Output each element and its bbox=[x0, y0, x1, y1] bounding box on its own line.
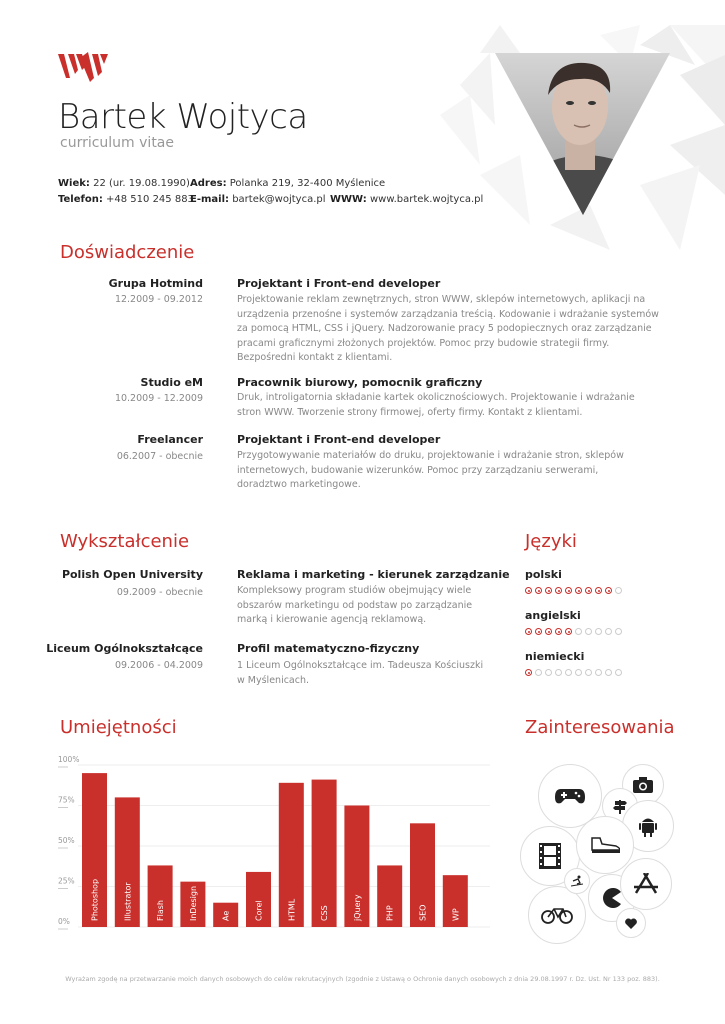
language-level-dot bbox=[605, 587, 612, 594]
language-level-dot bbox=[585, 587, 592, 594]
skill-bar-label: Photoshop bbox=[90, 878, 100, 921]
language-level-dot bbox=[555, 587, 562, 594]
y-tick-label: 0% bbox=[58, 917, 70, 926]
education-date: 09.2006 - 04.2009 bbox=[114, 660, 203, 671]
skill-bar-label: Flash bbox=[156, 900, 166, 921]
skill-bar-label: Ae bbox=[221, 910, 231, 921]
person-name: Bartek Wojtyca bbox=[58, 97, 308, 137]
experience-desc: Druk, introligatornia składanie kartek okolicznościowych. Projektowanie i wdrażanie stron WWW. Tworzenie strony firmowej, oferty firmy. Kontakt z klientami. bbox=[237, 392, 635, 418]
language-level-dot bbox=[575, 587, 582, 594]
app-store-icon bbox=[620, 858, 672, 910]
language-level-dot bbox=[565, 587, 572, 594]
experience-role: Projektant i Front-end developer bbox=[237, 277, 441, 290]
language-level-dot bbox=[535, 669, 542, 676]
language-level-dot bbox=[605, 628, 612, 635]
sneaker-icon bbox=[576, 816, 634, 874]
y-tick-label: 50% bbox=[58, 836, 75, 845]
skill-bar-label: Corel bbox=[254, 900, 264, 921]
language-level-dots bbox=[525, 628, 622, 635]
language-level-dot bbox=[605, 669, 612, 676]
experience-desc: Projektowanie reklam zewnętrznych, stron WWW, sklepów internetowych, aplikacji na urządzenia przenośne i systemów zarządzania treścią. Kodowanie i wdrażanie systemów za pomocą HTML, CSS i jQuery. Nadzorowanie pracy 5 podopiecznych oraz zarządzanie pracami graficznymi złożonych projektów. Pomoc przy budowie strategii firmy. Bezpośredni kontakt z klientami. bbox=[237, 294, 659, 364]
education-field: Profil matematyczno-fizyczny bbox=[237, 642, 420, 655]
age-info bbox=[58, 177, 190, 191]
education-date: 09.2009 - obecnie bbox=[116, 587, 203, 598]
skill-bar-label: WP bbox=[451, 908, 461, 921]
language-level-dots bbox=[525, 669, 622, 676]
language-level-dot bbox=[615, 628, 622, 635]
language-level-dot bbox=[545, 587, 552, 594]
address-value: Polanka 219, 32-400 Myślenice bbox=[229, 178, 386, 189]
experience-desc: Przygotowywanie materiałów do druku, projektowanie i wdrażanie stron, sklepów internetowych, budowanie wizerunków. Pomoc przy zarządzaniu serwerami, doradztwo marketingowe. bbox=[237, 450, 624, 491]
skill-bar-label: PHP bbox=[385, 905, 395, 921]
heart-icon bbox=[616, 908, 646, 938]
education-org: Polish Open University bbox=[61, 568, 203, 581]
language-level-dot bbox=[525, 587, 532, 594]
language-name: niemiecki bbox=[525, 650, 585, 663]
skill-bar bbox=[312, 780, 337, 927]
language-level-dot bbox=[585, 628, 592, 635]
education-org: Liceum Ogólnokształcące bbox=[46, 642, 203, 655]
language-name: angielski bbox=[525, 609, 581, 622]
email-value[interactable]: bartek@wojtyca.pl bbox=[232, 194, 326, 205]
language-level-dot bbox=[525, 669, 532, 676]
experience-org: Studio eM bbox=[140, 376, 203, 389]
education-desc: 1 Liceum Ogólnokształcące im. Tadeusza Kościuszki w Myślenicach. bbox=[237, 660, 484, 686]
language-level-dot bbox=[545, 628, 552, 635]
education-heading: Wykształcenie bbox=[60, 531, 190, 552]
language-level-dot bbox=[565, 628, 572, 635]
interests-circles bbox=[520, 758, 700, 958]
language-level-dot bbox=[615, 669, 622, 676]
phone-label: Telefon: bbox=[58, 194, 103, 205]
logo-icon bbox=[58, 50, 110, 84]
skill-bar-label: InDesign bbox=[188, 885, 198, 921]
language-level-dots bbox=[525, 587, 622, 594]
experience-date: 12.2009 - 09.2012 bbox=[114, 294, 203, 305]
age-value: 22 (ur. 19.08.1990) bbox=[93, 178, 190, 189]
language-level-dot bbox=[525, 628, 532, 635]
skill-bar-label: Illustrator bbox=[123, 882, 133, 921]
language-level-dot bbox=[595, 587, 602, 594]
y-tick-label: 75% bbox=[58, 795, 75, 805]
skill-bar-label: jQuery bbox=[352, 894, 362, 921]
www-label: WWW: bbox=[330, 194, 367, 205]
email-info bbox=[190, 193, 326, 207]
experience-role: Projektant i Front-end developer bbox=[237, 433, 441, 446]
experience-heading: Doświadczenie bbox=[60, 242, 195, 263]
experience-org: Grupa Hotmind bbox=[108, 277, 203, 290]
language-name: polski bbox=[525, 568, 562, 581]
language-level-dot bbox=[535, 587, 542, 594]
www-info bbox=[330, 193, 483, 207]
address-info bbox=[190, 177, 385, 191]
experience-role: Pracownik biurowy, pomocnik graficzny bbox=[237, 376, 483, 389]
education-desc: Kompleksowy program studiów obejmujący wiele obszarów marketingu od podstaw po zarządzanie marką i kierowanie agencją reklamową. bbox=[237, 585, 473, 626]
y-tick-label: 25% bbox=[58, 876, 75, 886]
language-level-dot bbox=[575, 628, 582, 635]
email-label: E-mail: bbox=[190, 194, 230, 205]
language-level-dot bbox=[595, 669, 602, 676]
skill-bar-label: HTML bbox=[287, 898, 297, 921]
language-level-dot bbox=[575, 669, 582, 676]
skill-bar-label: SEO bbox=[418, 904, 428, 921]
cv-subtitle: curriculum vitae bbox=[60, 135, 175, 151]
skills-heading: Umiejętności bbox=[60, 717, 177, 738]
skier-icon bbox=[564, 868, 590, 894]
address-label: Adres: bbox=[190, 178, 227, 189]
language-level-dot bbox=[555, 669, 562, 676]
skill-bar-label: CSS bbox=[320, 905, 330, 921]
bicycle-icon bbox=[528, 886, 586, 944]
y-tick-label: 100% bbox=[58, 755, 80, 764]
language-level-dot bbox=[615, 587, 622, 594]
languages-heading: Języki bbox=[525, 531, 577, 552]
header-triangle-graphic bbox=[440, 25, 725, 250]
language-level-dot bbox=[585, 669, 592, 676]
experience-date: 10.2009 - 12.2009 bbox=[114, 393, 203, 404]
skills-bar-chart bbox=[58, 755, 490, 935]
experience-date: 06.2007 - obecnie bbox=[116, 451, 203, 462]
interests-heading: Zainteresowania bbox=[525, 717, 675, 738]
education-field: Reklama i marketing - kierunek zarządzanie bbox=[237, 568, 510, 581]
language-level-dot bbox=[555, 628, 562, 635]
language-level-dot bbox=[545, 669, 552, 676]
language-level-dot bbox=[565, 669, 572, 676]
phone-value: +48 510 245 883 bbox=[106, 194, 194, 205]
experience-org: Freelancer bbox=[137, 433, 203, 446]
language-level-dot bbox=[535, 628, 542, 635]
www-value[interactable]: www.bartek.wojtyca.pl bbox=[369, 194, 484, 205]
phone-info bbox=[58, 193, 194, 207]
language-level-dot bbox=[595, 628, 602, 635]
gdpr-consent-footer: Wyrażam zgodę na przetwarzanie moich danych osobowych do celów rekrutacyjnych (zgodnie z Ustawą o Ochronie danych osobowych z dnia 29.08.1997 r. Dz. Ust. Nr 133 poz. 883). bbox=[65, 975, 660, 983]
age-label: Wiek: bbox=[58, 178, 90, 189]
